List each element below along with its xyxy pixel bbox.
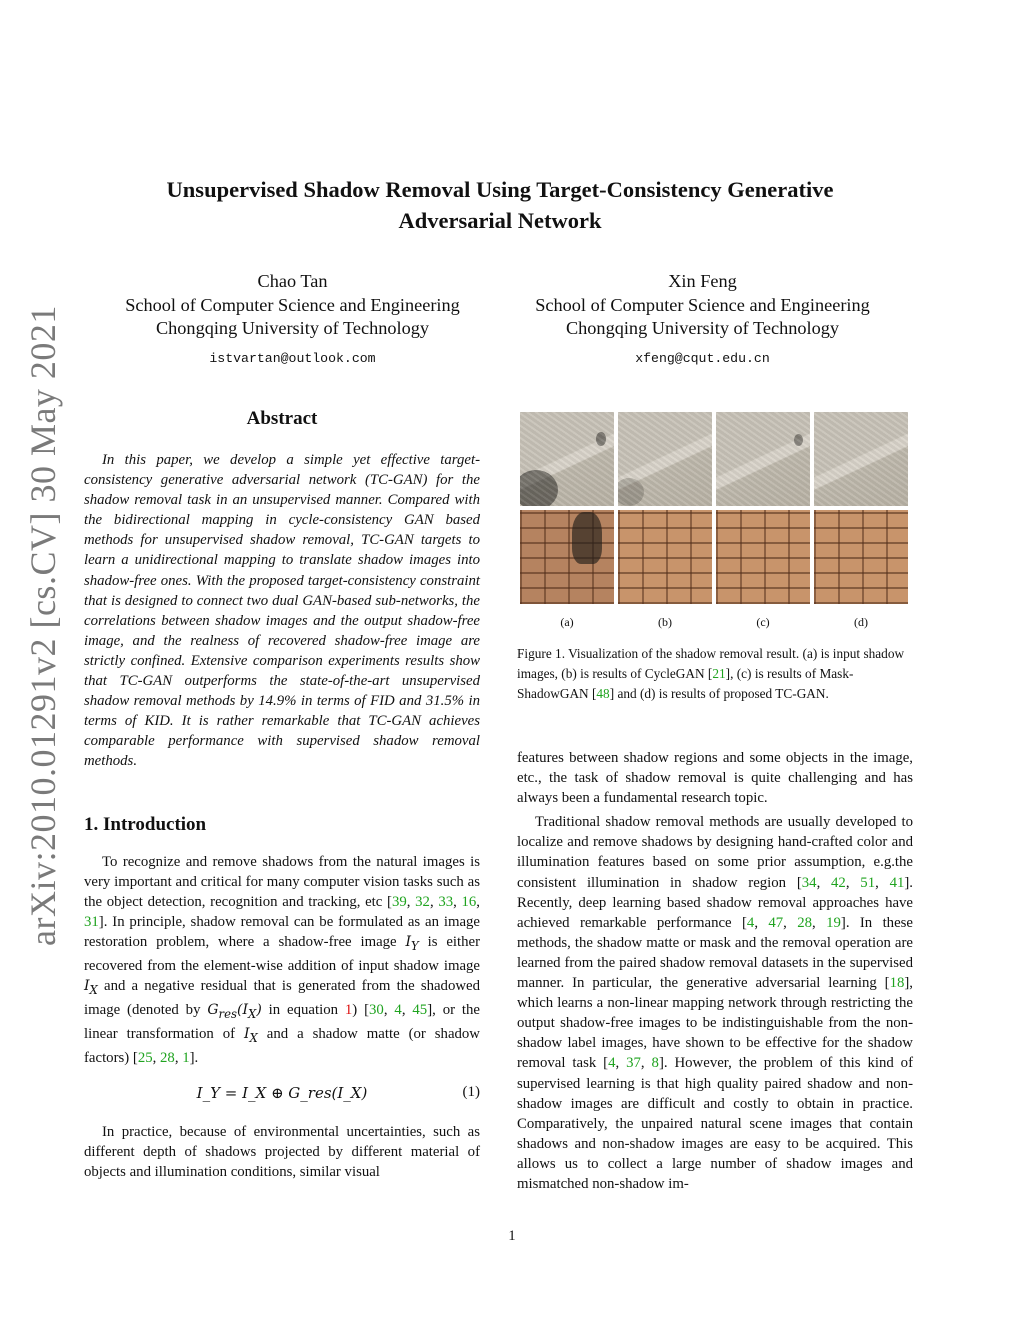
figure-image-grid — [520, 412, 913, 604]
equation-reference-link[interactable]: 1 — [344, 1001, 353, 1018]
author-email[interactable]: xfeng@cqut.edu.cn — [635, 350, 770, 366]
equation-body: I_Y = I_X ⊕ G_res(I_X) — [196, 1083, 368, 1102]
title-line-1: Unsupervised Shadow Removal Using Target-Consistency Generative — [166, 177, 834, 202]
text-run: ], which learns a non-linear mapping network through restricting the output shadow-free images to be indistinguishable from the non-shadow label images, have shown to be effective for the shadow removal task [ — [517, 975, 913, 1072]
math-ix — [243, 1025, 258, 1045]
author-name: Xin Feng — [668, 271, 737, 291]
citation-link[interactable]: 34 — [801, 874, 817, 891]
citation-link[interactable]: 51 — [860, 874, 876, 891]
citation-link[interactable]: 33 — [438, 893, 454, 910]
citation-link[interactable]: 30 — [369, 1001, 384, 1018]
figure-sublabels — [520, 615, 913, 630]
math-iy — [405, 933, 419, 953]
citation-link[interactable]: 25 — [137, 1049, 153, 1066]
arxiv-identifier: arXiv:2010.01291v2 [cs.CV] 30 May 2021 — [23, 305, 63, 946]
citation-link[interactable]: 39 — [391, 893, 407, 910]
math-subscript: Y — [411, 938, 419, 953]
abstract-text: In this paper, we develop a simple yet effective target-consistency generative adversarial network (TC-GAN) for the shadow removal task in an unsupervised manner. Compared with the bidirectional mapping in cycle-consistency GAN based methods for unsupervised shadow removal, TC-GAN targets to learn a unidirectional mapping to translate shadow images into shadow-free ones. With the proposed target-consistency constraint that is designed to connect two dual GAN-based sub-networks, the correlations between shadow images and the output shadow-free image, and the realness of recovered shadow-free image are strictly confined. Extensive comparison experiments results show that TC-GAN outperforms the state-of-the-art unsupervised shadow removal methods by 14.9% in terms of FID and 31.5% in terms of KID. It is rather remarkable that TC-GAN achieves comparable performance with supervised shadow removal methods. — [84, 452, 480, 770]
author-department: School of Computer Science and Engineering — [535, 294, 870, 315]
citation-link[interactable]: 32 — [415, 893, 430, 910]
intro-paragraph-2: In practice, because of environmental uncertainties, such as different depth of shadows projected by different material of objects and illumination conditions, similar visual — [84, 1123, 480, 1180]
sublabel-d: (d) — [854, 615, 868, 629]
text-run: in equation — [261, 1001, 345, 1018]
math-symbol: I — [405, 933, 412, 950]
citation-link[interactable]: 16 — [461, 893, 477, 910]
figure-image-cyclegan-street — [618, 412, 712, 506]
sublabel-a: (a) — [560, 615, 574, 629]
figure-1 — [517, 412, 913, 704]
equation-1 — [84, 1084, 480, 1106]
citation-link[interactable]: 37 — [626, 1055, 641, 1072]
right-paragraph-2: Traditional shadow removal methods are usually developed to localize and remove shadows by designing hand-crafted color and illumination features based on some prior assumption, e.g.the consistent illumination in shadow region [34, 42, 51, 41]. Recently, deep learning based shadow removal approaches have achieved remarkable performance [4, 47, 28, 19]. In these methods, the shadow matte or mask and the removal operation are learned from the paired shadow removal datasets in the supervised manner. In particular, the generative adversarial learning [18], which learns a non-linear mapping network through restricting the output shadow-free images to be indistinguishable from the non-shadow label images, have shown to be effective for the shadow removal task [4, 37, 8]. However, the problem of this kind of supervised learning is that high quality paired shadow and non-shadow images are difficult and costly to obtain in practice. Comparatively, the unpaired natural scene images that contain shadows and non-shadow images are easy to be acquired. This allows us to collect a large number of shadow images and mismatched non-shadow im- — [517, 814, 914, 1192]
math-subscript: X — [89, 982, 98, 997]
citation-link[interactable]: 28 — [160, 1049, 175, 1066]
author-university: Chongqing University of Technology — [565, 318, 840, 338]
citation-link[interactable]: 1 — [182, 1049, 190, 1066]
math-symbol: I — [84, 977, 90, 994]
sublabel-c: (c) — [756, 615, 770, 629]
text-run: To recognize and remove shadows from the natural images is very important and critical for many computer vision tasks such as the object detection, recognition and tracking, etc [ — [84, 853, 480, 910]
math-symbol: G — [207, 1001, 219, 1018]
text-run: Figure 1. Visualization of the shadow removal result. (a) is input shadow images, (b) is results of CycleGAN [ — [517, 646, 905, 681]
text-run: ]. — [189, 1049, 199, 1066]
figure-caption — [517, 644, 913, 704]
citation-link[interactable]: 31 — [84, 913, 99, 930]
figure-image-tcgan-brick — [814, 510, 908, 604]
math-subscript: X — [249, 1030, 258, 1045]
citation-link[interactable]: 18 — [889, 975, 905, 992]
math-subscript: X — [248, 1006, 257, 1021]
introduction-heading: 1. Introduction — [84, 813, 207, 835]
citation-link[interactable]: 28 — [797, 914, 813, 931]
figure-image-input-brick — [520, 510, 614, 604]
citation-link[interactable]: 41 — [889, 874, 905, 891]
citation-link[interactable]: 45 — [412, 1001, 428, 1018]
figure-image-cyclegan-brick — [618, 510, 712, 604]
text-run: ] and (d) is results of proposed TC-GAN. — [609, 686, 829, 701]
math-symbol: ) — [256, 1001, 262, 1018]
abstract-heading: Abstract — [246, 408, 318, 429]
figure-image-maskshadowgan-street — [716, 412, 810, 506]
page-number: 1 — [508, 1228, 516, 1244]
intro-paragraph-1: To recognize and remove shadows from the natural images is very important and critical for many computer vision tasks such as the object detection, recognition and tracking, etc [39, 32, 33, 16, 31]. In principle, shadow removal can be formulated as an image restoration problem, where a shadow-free image $I_Y$ is either recovered from the element-wise addition of input shadow image $I_X$ and a negative residual that is generated from the shadowed image (denoted by $G_{res}(I_X)$ in equation 1) [30, 4, 45], or the linear transformation of $I_X$ and a shadow matte (or shadow factors) [25, 28, 1]. — [84, 853, 481, 1066]
citation-link[interactable]: 4 — [394, 1001, 402, 1018]
text-run: ) [ — [352, 1001, 370, 1018]
citation-link[interactable]: 47 — [768, 914, 784, 931]
citation-link[interactable]: 48 — [596, 686, 610, 701]
citation-link[interactable]: 19 — [826, 914, 841, 931]
text-run: and a negative residual that is generated from the shadowed image (denoted by — [84, 977, 480, 1018]
citation-link[interactable]: 4 — [746, 914, 755, 931]
figure-image-input-street — [520, 412, 614, 506]
text-run: ]. However, the problem of this kind of supervised learning is that high quality paired shadow and non-shadow images are difficult and costly to obtain in practice. Comparatively, the unpaired natural scene images that contain shadows and non-shadow images are easy to be acquired. This allows us to collect a large number of shadow images and mismatched non-shadow im- — [517, 1055, 914, 1192]
sublabel-b: (b) — [658, 615, 672, 629]
text-run: ]. In principle, shadow removal can be formulated as an image restoration problem, where a shadow-free image — [84, 913, 480, 950]
citation-link[interactable]: 21 — [712, 666, 726, 681]
citation-link[interactable]: 8 — [651, 1055, 659, 1072]
author-email[interactable]: istvartan@outlook.com — [209, 350, 376, 366]
math-symbol: (I — [237, 1001, 248, 1018]
left-column — [84, 408, 480, 1182]
author-block-1 — [100, 270, 485, 370]
text-run: ], (c) is results of Mask-ShadowGAN [ — [517, 666, 854, 701]
right-paragraph-1: features between shadow regions and some objects in the image, etc., the task of shadow removal is quite challenging and has always been a fundamental research topic. — [517, 750, 913, 807]
citation-link[interactable]: 42 — [831, 874, 846, 891]
text-run: ], or the linear transformation of — [84, 1001, 480, 1042]
author-name: Chao Tan — [257, 271, 328, 291]
text-run: ]. In these methods, the shadow matte or mask and the removal operation are learned from the paired shadow removal datasets in the supervised manner. In particular, the generative adversarial learning [ — [517, 914, 913, 992]
equation-number: (1) — [462, 1083, 480, 1100]
math-subscript: res — [218, 1006, 237, 1021]
text-run: and a shadow matte (or shadow factors) [ — [84, 1025, 480, 1066]
citation-link[interactable]: 4 — [608, 1055, 616, 1072]
math-gres — [207, 1001, 262, 1021]
text-run: is either recovered from the element-wise addition of input shadow image — [84, 933, 481, 974]
author-department: School of Computer Science and Engineering — [125, 294, 460, 315]
title-line-2: Adversarial Network — [398, 208, 602, 233]
paper-title — [100, 174, 900, 236]
math-symbol: I — [243, 1025, 250, 1042]
right-column — [517, 412, 913, 1194]
author-block-2 — [510, 270, 895, 370]
figure-image-tcgan-street — [814, 412, 908, 506]
text-run: Traditional shadow removal methods are usually developed to localize and remove shadows by designing hand-crafted color and illumination features based on some prior assumption, e.g.the consistent illumination in shadow region [ — [517, 814, 913, 891]
figure-image-maskshadowgan-brick — [716, 510, 810, 604]
math-ix — [84, 977, 98, 997]
text-run: ]. Recently, deep learning based shadow removal approaches have achieved remarkable performance [ — [517, 874, 913, 931]
author-university: Chongqing University of Technology — [155, 318, 430, 338]
